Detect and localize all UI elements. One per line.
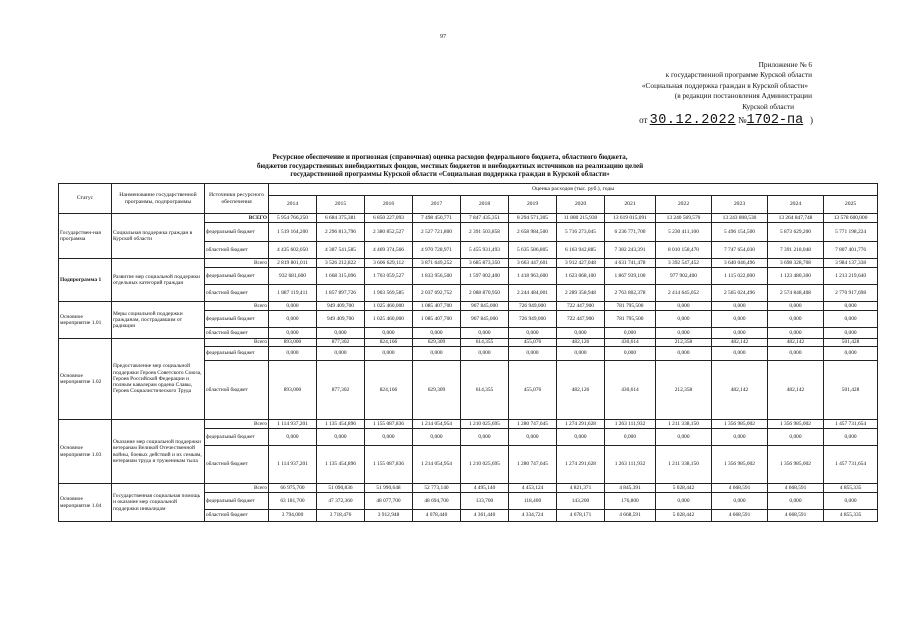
value-cell: 482,142 bbox=[768, 339, 824, 347]
source-cell: областной бюджет bbox=[205, 361, 269, 420]
value-cell: 1 085 407,700 bbox=[413, 302, 461, 311]
value-cell: 1 903 569,585 bbox=[365, 285, 413, 302]
value-cell: 4 668,591 bbox=[768, 484, 824, 493]
value-cell: 212,358 bbox=[656, 361, 712, 420]
value-cell: 0,000 bbox=[317, 429, 365, 446]
value-cell: 1 155 087,836 bbox=[365, 446, 413, 484]
value-cell: 0,000 bbox=[413, 347, 461, 361]
value-cell: 1 025 460,000 bbox=[365, 302, 413, 311]
value-cell: 4 668,591 bbox=[768, 510, 824, 522]
value-cell: 0,000 bbox=[557, 328, 605, 339]
value-cell: 877,302 bbox=[317, 339, 365, 347]
value-cell: 48 077,700 bbox=[365, 493, 413, 510]
value-cell: 482,142 bbox=[712, 361, 768, 420]
value-cell: 1 356 985,002 bbox=[712, 420, 768, 429]
value-cell: 5 455 931,493 bbox=[461, 242, 509, 259]
value-cell: 5 028,442 bbox=[656, 510, 712, 522]
value-cell: 430,614 bbox=[605, 339, 656, 347]
value-cell: 143,200 bbox=[557, 493, 605, 510]
value-cell: 4 631 741,478 bbox=[605, 259, 656, 268]
value-cell: 13 578 600,000 bbox=[824, 214, 878, 223]
value-cell: 967 845,000 bbox=[461, 311, 509, 328]
value-cell: 430,614 bbox=[605, 361, 656, 420]
value-cell: 0,000 bbox=[712, 311, 768, 328]
value-cell: 2 658 984,500 bbox=[509, 223, 557, 242]
value-cell: 7 747 654,030 bbox=[712, 242, 768, 259]
value-cell: 0,000 bbox=[269, 311, 317, 328]
page-number: 97 bbox=[440, 34, 446, 40]
value-cell: 1 668 315,096 bbox=[317, 268, 365, 285]
value-cell: 4 078,440 bbox=[413, 510, 461, 522]
value-cell: 3 640 046,496 bbox=[712, 259, 768, 268]
source-cell: областной бюджет bbox=[205, 446, 269, 484]
value-cell: 1 135 454,896 bbox=[317, 446, 365, 484]
row-status: Основное мероприятие 1.04 bbox=[59, 484, 112, 522]
value-cell: 1 623 068,100 bbox=[557, 268, 605, 285]
value-cell: 0,000 bbox=[768, 311, 824, 328]
value-cell: 7 847 435,351 bbox=[461, 214, 509, 223]
value-cell: 0,000 bbox=[365, 429, 413, 446]
value-cell: 0,000 bbox=[824, 328, 878, 339]
value-cell: 482,126 bbox=[557, 339, 605, 347]
value-cell: 2 819 801,011 bbox=[269, 259, 317, 268]
value-cell: 1 356 985,002 bbox=[768, 446, 824, 484]
source-cell: Всего bbox=[205, 259, 269, 268]
value-cell: 0,000 bbox=[656, 493, 712, 510]
row-status: Подпрограмма 1 bbox=[59, 259, 112, 302]
year-header: 2021 bbox=[605, 196, 656, 214]
value-cell: 0,000 bbox=[656, 302, 712, 311]
row-name: Государственная социальная помощь и оказание мер социальной поддержки инвалидам bbox=[112, 484, 205, 522]
title-line-2: бюджетов государственных внебюджетных фондов, местных бюджетов и внебюджетных источников на реализацию целей bbox=[256, 161, 644, 170]
value-cell: 0,000 bbox=[605, 328, 656, 339]
value-cell: 932 681,600 bbox=[269, 268, 317, 285]
value-cell: 0,000 bbox=[461, 347, 509, 361]
row-status: Основное мероприятие 1.01 bbox=[59, 302, 112, 339]
value-cell: 1 356 985,002 bbox=[712, 446, 768, 484]
value-cell: 0,000 bbox=[712, 493, 768, 510]
value-cell: 3 685 873,350 bbox=[461, 259, 509, 268]
value-cell: 5 028,442 bbox=[656, 484, 712, 493]
year-header: 2022 bbox=[656, 196, 712, 214]
appendix-line-3: «Социальная поддержка граждан в Курской области» bbox=[641, 80, 808, 90]
value-cell: 8 010 158,470 bbox=[656, 242, 712, 259]
value-cell: 48 694,700 bbox=[413, 493, 461, 510]
value-cell: 5 230 411,100 bbox=[656, 223, 712, 242]
value-cell: 4 855,335 bbox=[824, 484, 878, 493]
value-cell: 877,302 bbox=[317, 361, 365, 420]
value-cell: 3 912 427,048 bbox=[557, 259, 605, 268]
value-cell: 4 821,371 bbox=[557, 484, 605, 493]
value-cell: 4 387 541,585 bbox=[317, 242, 365, 259]
value-cell: 4 469 374,566 bbox=[365, 242, 413, 259]
value-cell: 4 668,591 bbox=[712, 484, 768, 493]
value-cell: 455,076 bbox=[509, 361, 557, 420]
source-cell: областной бюджет bbox=[205, 285, 269, 302]
value-cell: 5 771 198,224 bbox=[824, 223, 878, 242]
table-row bbox=[59, 302, 878, 311]
close-paren: ) bbox=[810, 115, 813, 125]
value-cell: 0,000 bbox=[269, 328, 317, 339]
value-cell: 4 668,591 bbox=[712, 510, 768, 522]
value-cell: 3 718,476 bbox=[317, 510, 365, 522]
appendix-line-2: к государственной программе Курской области bbox=[665, 70, 812, 80]
source-cell: федеральный бюджет bbox=[205, 223, 269, 242]
year-header: 2020 bbox=[557, 196, 605, 214]
value-cell: 7 498 450,771 bbox=[413, 214, 461, 223]
title-line-1: Ресурсное обеспечение и прогнозная (справочная) оценка расходов федерального бюджета, областного бюджета, bbox=[272, 153, 628, 161]
value-cell: 4 361,440 bbox=[461, 510, 509, 522]
value-cell: 1 211 338,150 bbox=[656, 446, 712, 484]
value-cell: 1 085 407,700 bbox=[413, 311, 461, 328]
value-cell: 0,000 bbox=[461, 429, 509, 446]
row-status: Государствен-ная программа bbox=[59, 214, 112, 259]
value-cell: 2 527 721,800 bbox=[413, 223, 461, 242]
value-cell: 0,000 bbox=[712, 347, 768, 361]
value-cell: 726 949,000 bbox=[509, 311, 557, 328]
value-cell: 0,000 bbox=[413, 328, 461, 339]
year-header: 2024 bbox=[768, 196, 824, 214]
value-cell: 4 678,171 bbox=[557, 510, 605, 522]
value-cell: 133,700 bbox=[461, 493, 509, 510]
value-cell: 2 414 645,052 bbox=[656, 285, 712, 302]
value-cell: 455,076 bbox=[509, 339, 557, 347]
value-cell: 1 519 164,200 bbox=[269, 223, 317, 242]
source-cell: Всего bbox=[205, 339, 269, 347]
value-cell: 722 447,900 bbox=[557, 302, 605, 311]
value-cell: 4 334,724 bbox=[509, 510, 557, 522]
value-cell: 2 037 692,752 bbox=[413, 285, 461, 302]
value-cell: 1 115 022,000 bbox=[712, 268, 768, 285]
row-name: Меры социальной поддержки гражданам, пострадавшим от радиации bbox=[112, 302, 205, 339]
value-cell: 3 698 328,708 bbox=[768, 259, 824, 268]
value-cell: 0,000 bbox=[509, 429, 557, 446]
resolution-reference bbox=[639, 113, 813, 128]
value-cell: 1 274 291,628 bbox=[557, 420, 605, 429]
value-cell: 1 457 731,654 bbox=[824, 446, 878, 484]
title-line-3: государственной программы Курской области «Социальная поддержка граждан в Курской области» bbox=[290, 170, 610, 179]
value-cell: 629,309 bbox=[413, 361, 461, 420]
source-cell: Всего bbox=[205, 302, 269, 311]
value-cell: 722 447,900 bbox=[557, 311, 605, 328]
value-cell: 0,000 bbox=[365, 328, 413, 339]
value-cell: 3 606 629,112 bbox=[365, 259, 413, 268]
row-name: Развитие мер социальной поддержки отдельных категорий граждан bbox=[112, 259, 205, 302]
value-cell: 13 240 569,570 bbox=[656, 214, 712, 223]
value-cell: 1 703 059,527 bbox=[365, 268, 413, 285]
value-cell: 0,000 bbox=[768, 328, 824, 339]
from-label: от bbox=[639, 115, 648, 125]
resolution-number: 1702-па bbox=[746, 113, 804, 128]
header-status: Статус bbox=[59, 184, 112, 214]
value-cell: 51 990,648 bbox=[365, 484, 413, 493]
year-header: 2019 bbox=[509, 196, 557, 214]
value-cell: 4 855,335 bbox=[824, 510, 878, 522]
table-row bbox=[59, 214, 878, 223]
value-cell: 6 236 771,700 bbox=[605, 223, 656, 242]
value-cell: 1 211 338,150 bbox=[656, 420, 712, 429]
value-cell: 47 372,360 bbox=[317, 493, 365, 510]
source-cell: федеральный бюджет bbox=[205, 347, 269, 361]
resource-table bbox=[58, 183, 878, 522]
value-cell: 0,000 bbox=[824, 347, 878, 361]
value-cell: 0,000 bbox=[656, 311, 712, 328]
year-header: 2016 bbox=[365, 196, 413, 214]
value-cell: 781 795,500 bbox=[605, 302, 656, 311]
value-cell: 629,309 bbox=[413, 339, 461, 347]
value-cell: 2 763 802,378 bbox=[605, 285, 656, 302]
source-cell: ВСЕГО bbox=[205, 214, 269, 223]
value-cell: 501,428 bbox=[824, 361, 878, 420]
value-cell: 1 857 897,726 bbox=[317, 285, 365, 302]
row-name: Предоставление мер социальной поддержки Героев Советского Союза, Героев Российской Федерации и полным кавалерам ордена Славы, Героев Социалистического Труда bbox=[112, 339, 205, 420]
value-cell: 4 495,140 bbox=[461, 484, 509, 493]
value-cell: 824,166 bbox=[365, 339, 413, 347]
appendix-header bbox=[562, 60, 812, 112]
value-cell: 118,400 bbox=[509, 493, 557, 510]
year-header: 2015 bbox=[317, 196, 365, 214]
value-cell: 1 123 480,300 bbox=[768, 268, 824, 285]
value-cell: 3 871 649,252 bbox=[413, 259, 461, 268]
value-cell: 3 392 547,452 bbox=[656, 259, 712, 268]
year-header: 2017 bbox=[413, 196, 461, 214]
document-title bbox=[180, 153, 720, 179]
value-cell: 2 296 813,796 bbox=[317, 223, 365, 242]
value-cell: 1 114 937,201 bbox=[269, 420, 317, 429]
value-cell: 482,142 bbox=[768, 361, 824, 420]
value-cell: 5 496 154,500 bbox=[712, 223, 768, 242]
value-cell: 0,000 bbox=[656, 328, 712, 339]
value-cell: 7 382 243,391 bbox=[605, 242, 656, 259]
value-cell: 5 954 766,250 bbox=[269, 214, 317, 223]
year-header: 2018 bbox=[461, 196, 509, 214]
value-cell: 3 794,000 bbox=[269, 510, 317, 522]
table-row bbox=[59, 259, 878, 268]
value-cell: 176,800 bbox=[605, 493, 656, 510]
value-cell: 0,000 bbox=[317, 328, 365, 339]
value-cell: 3 912,948 bbox=[365, 510, 413, 522]
source-cell: областной бюджет bbox=[205, 510, 269, 522]
source-cell: федеральный бюджет bbox=[205, 493, 269, 510]
value-cell: 1 280 747,645 bbox=[509, 446, 557, 484]
value-cell: 5 716 273,045 bbox=[557, 223, 605, 242]
value-cell: 482,126 bbox=[557, 361, 605, 420]
value-cell: 2 289 358,948 bbox=[557, 285, 605, 302]
resolution-date: 30.12.2022 bbox=[649, 113, 736, 128]
value-cell: 0,000 bbox=[269, 429, 317, 446]
value-cell: 3 984 137,338 bbox=[824, 259, 878, 268]
source-cell: федеральный бюджет bbox=[205, 268, 269, 285]
source-cell: федеральный бюджет bbox=[205, 311, 269, 328]
value-cell: 6 163 942,885 bbox=[557, 242, 605, 259]
value-cell: 1 263 111,932 bbox=[605, 446, 656, 484]
value-cell: 0,000 bbox=[656, 347, 712, 361]
source-cell: Всего bbox=[205, 484, 269, 493]
value-cell: 1 213 219,640 bbox=[824, 268, 878, 285]
row-name: Оказание мер социальной поддержки ветеранам Великой Отечественной войны, боевых действий и их семьям, ветеранам труда и труженикам тыла bbox=[112, 420, 205, 484]
value-cell: 51 090,836 bbox=[317, 484, 365, 493]
header-name: Наименование государственной программы, подпрограммы bbox=[112, 184, 205, 214]
value-cell: 1 135 454,896 bbox=[317, 420, 365, 429]
value-cell: 0,000 bbox=[269, 302, 317, 311]
row-status: Основное мероприятие 1.03 bbox=[59, 420, 112, 484]
value-cell: 0,000 bbox=[509, 328, 557, 339]
value-cell: 2 088 870,950 bbox=[461, 285, 509, 302]
value-cell: 7 807 401,776 bbox=[824, 242, 878, 259]
value-cell: 13 619 015,091 bbox=[605, 214, 656, 223]
value-cell: 13 243 808,530 bbox=[712, 214, 768, 223]
row-name: Социальная поддержка граждан в Курской области bbox=[112, 214, 205, 259]
row-status: Основное мероприятие 1.02 bbox=[59, 339, 112, 420]
value-cell: 614,355 bbox=[461, 361, 509, 420]
value-cell: 0,000 bbox=[656, 429, 712, 446]
value-cell: 949 409,700 bbox=[317, 302, 365, 311]
value-cell: 949 409,700 bbox=[317, 311, 365, 328]
value-cell: 0,000 bbox=[557, 429, 605, 446]
value-cell: 1 214 054,954 bbox=[413, 420, 461, 429]
value-cell: 0,000 bbox=[557, 347, 605, 361]
appendix-line-4: (в редакции постановления Администрации bbox=[674, 91, 812, 101]
value-cell: 52 773,140 bbox=[413, 484, 461, 493]
value-cell: 3 526 212,822 bbox=[317, 259, 365, 268]
value-cell: 63 181,700 bbox=[269, 493, 317, 510]
year-header: 2025 bbox=[824, 196, 878, 214]
value-cell: 977 902,400 bbox=[656, 268, 712, 285]
appendix-line-1: Приложение № 6 bbox=[758, 60, 812, 69]
value-cell: 2 770 917,698 bbox=[824, 285, 878, 302]
value-cell: 0,000 bbox=[824, 493, 878, 510]
value-cell: 1 356 985,002 bbox=[768, 420, 824, 429]
value-cell: 1 025 460,000 bbox=[365, 311, 413, 328]
value-cell: 1 597 002,400 bbox=[461, 268, 509, 285]
value-cell: 893,000 bbox=[269, 339, 317, 347]
value-cell: 4 970 728,971 bbox=[413, 242, 461, 259]
year-header: 2023 bbox=[712, 196, 768, 214]
value-cell: 482,142 bbox=[712, 339, 768, 347]
value-cell: 781 795,500 bbox=[605, 311, 656, 328]
value-cell: 2 574 848,408 bbox=[768, 285, 824, 302]
table-row bbox=[59, 420, 878, 429]
value-cell: 1 210 025,695 bbox=[461, 446, 509, 484]
value-cell: 7 391 218,048 bbox=[768, 242, 824, 259]
value-cell: 0,000 bbox=[605, 347, 656, 361]
value-cell: 0,000 bbox=[824, 429, 878, 446]
source-cell: областной бюджет bbox=[205, 242, 269, 259]
value-cell: 0,000 bbox=[509, 347, 557, 361]
value-cell: 2 565 024,496 bbox=[712, 285, 768, 302]
value-cell: 1 887 119,411 bbox=[269, 285, 317, 302]
value-cell: 8 294 571,305 bbox=[509, 214, 557, 223]
value-cell: 0,000 bbox=[712, 328, 768, 339]
value-cell: 0,000 bbox=[413, 429, 461, 446]
value-cell: 1 214 054,954 bbox=[413, 446, 461, 484]
source-cell: Всего bbox=[205, 420, 269, 429]
value-cell: 726 949,000 bbox=[509, 302, 557, 311]
value-cell: 1 867 939,100 bbox=[605, 268, 656, 285]
value-cell: 4 668,591 bbox=[605, 510, 656, 522]
value-cell: 2 391 503,858 bbox=[461, 223, 509, 242]
value-cell: 501,428 bbox=[824, 339, 878, 347]
value-cell: 0,000 bbox=[824, 302, 878, 311]
value-cell: 0,000 bbox=[824, 311, 878, 328]
value-cell: 0,000 bbox=[712, 302, 768, 311]
value-cell: 1 274 291,628 bbox=[557, 446, 605, 484]
appendix-line-5: Курской области bbox=[742, 101, 794, 111]
value-cell: 6 684 375,381 bbox=[317, 214, 365, 223]
value-cell: 66 975,700 bbox=[269, 484, 317, 493]
value-cell: 4 453,124 bbox=[509, 484, 557, 493]
value-cell: 2 244 484,001 bbox=[509, 285, 557, 302]
value-cell: 1 263 111,932 bbox=[605, 420, 656, 429]
value-cell: 0,000 bbox=[768, 429, 824, 446]
source-cell: федеральный бюджет bbox=[205, 429, 269, 446]
table-row bbox=[59, 339, 878, 347]
value-cell: 1 114 937,201 bbox=[269, 446, 317, 484]
value-cell: 0,000 bbox=[365, 347, 413, 361]
value-cell: 967 845,000 bbox=[461, 302, 509, 311]
value-cell: 824,166 bbox=[365, 361, 413, 420]
value-cell: 1 418 963,600 bbox=[509, 268, 557, 285]
value-cell: 5 635 586,805 bbox=[509, 242, 557, 259]
value-cell: 893,000 bbox=[269, 361, 317, 420]
number-label: № bbox=[737, 115, 747, 125]
value-cell: 0,000 bbox=[768, 493, 824, 510]
year-header: 2014 bbox=[269, 196, 317, 214]
value-cell: 1 280 747,645 bbox=[509, 420, 557, 429]
value-cell: 212,358 bbox=[656, 339, 712, 347]
header-estimate: Оценка расходов (тыс. руб.), годы bbox=[269, 184, 878, 196]
value-cell: 3 663 447,601 bbox=[509, 259, 557, 268]
value-cell: 0,000 bbox=[269, 347, 317, 361]
value-cell: 1 833 956,500 bbox=[413, 268, 461, 285]
value-cell: 1 210 025,695 bbox=[461, 420, 509, 429]
value-cell: 0,000 bbox=[768, 302, 824, 311]
value-cell: 1 155 087,836 bbox=[365, 420, 413, 429]
value-cell: 0,000 bbox=[768, 347, 824, 361]
value-cell: 0,000 bbox=[712, 429, 768, 446]
header-source: Источники ресурсного обеспечения bbox=[205, 184, 269, 214]
source-cell: областной бюджет bbox=[205, 328, 269, 339]
table-row bbox=[59, 484, 878, 493]
value-cell: 0,000 bbox=[605, 429, 656, 446]
value-cell: 13 264 847,748 bbox=[768, 214, 824, 223]
value-cell: 6 850 227,093 bbox=[365, 214, 413, 223]
value-cell: 0,000 bbox=[317, 347, 365, 361]
value-cell: 4 435 602,050 bbox=[269, 242, 317, 259]
value-cell: 2 380 852,527 bbox=[365, 223, 413, 242]
value-cell: 11 880 215,930 bbox=[557, 214, 605, 223]
value-cell: 4 845,391 bbox=[605, 484, 656, 493]
value-cell: 5 873 629,200 bbox=[768, 223, 824, 242]
value-cell: 0,000 bbox=[461, 328, 509, 339]
value-cell: 1 457 731,654 bbox=[824, 420, 878, 429]
value-cell: 614,355 bbox=[461, 339, 509, 347]
